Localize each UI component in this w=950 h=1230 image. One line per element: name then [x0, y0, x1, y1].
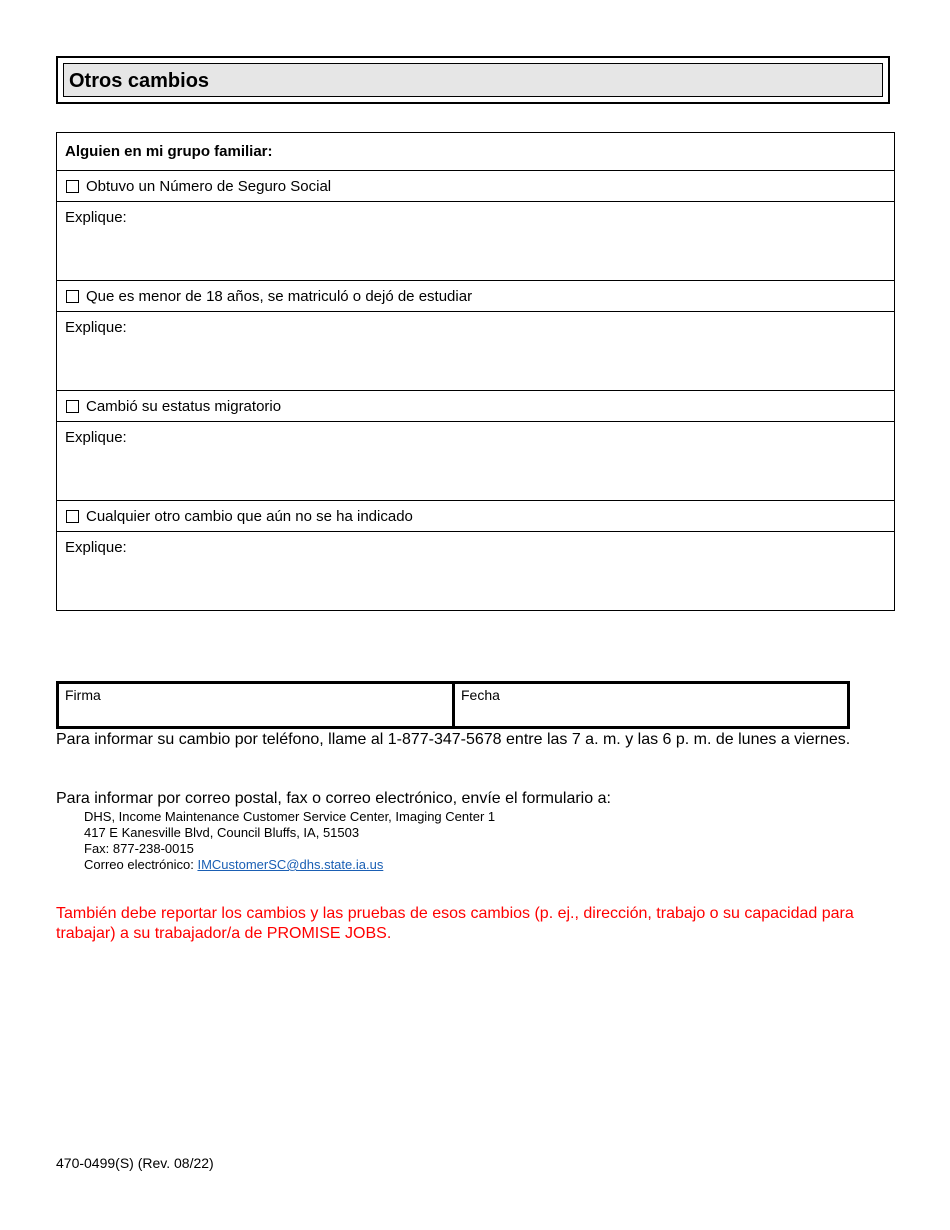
date-field[interactable]: [455, 684, 847, 726]
ssn-label: Obtuvo un Número de Seguro Social: [86, 177, 332, 195]
explain-label: Explique:: [65, 539, 127, 556]
section-header: [56, 56, 890, 104]
email-line: [84, 857, 495, 873]
mail-instructions: Para informar por correo postal, fax o correo electrónico, envíe el formulario a:: [56, 790, 611, 807]
signature-box: [56, 681, 850, 729]
ssn-checkbox[interactable]: [66, 180, 79, 193]
check-row-other[interactable]: [57, 500, 894, 531]
explain-field-immigration[interactable]: [57, 421, 894, 500]
other-checkbox[interactable]: [66, 510, 79, 523]
school-checkbox[interactable]: [66, 290, 79, 303]
phone-instructions: Para informar su cambio por teléfono, llame al 1-877-347-5678 entre las 7 a. m. y las 6 p. m. de lunes a viernes.: [56, 731, 851, 748]
other-label: Cualquier otro cambio que aún no se ha indicado: [86, 507, 413, 525]
explain-label: Explique:: [65, 319, 127, 336]
mailing-address: [84, 809, 495, 873]
section-title: Otros cambios: [63, 63, 883, 97]
address-line-1: DHS, Income Maintenance Customer Service Center, Imaging Center 1: [84, 809, 496, 824]
form-number: 470-0499(S) (Rev. 08/22): [56, 1155, 214, 1171]
check-row-immigration[interactable]: [57, 390, 894, 421]
explain-label: Explique:: [65, 209, 127, 226]
explain-label: Explique:: [65, 429, 127, 446]
email-label: Correo electrónico:: [84, 857, 198, 872]
fax-number: Fax: 877-238-0015: [84, 841, 194, 856]
promise-jobs-notice: También debe reportar los cambios y las pruebas de esos cambios (p. ej., dirección, trabajo o su capacidad para trabajar) a su trabajador/a de PROMISE JOBS.: [56, 905, 854, 942]
explain-field-ssn[interactable]: [57, 201, 894, 280]
explain-field-other[interactable]: [57, 531, 894, 610]
table-heading: Alguien en mi grupo familiar:: [65, 143, 273, 160]
check-row-ssn[interactable]: [57, 170, 894, 201]
immigration-checkbox[interactable]: [66, 400, 79, 413]
date-label: Fecha: [461, 687, 500, 703]
signature-field[interactable]: [59, 684, 452, 726]
explain-field-school[interactable]: [57, 311, 894, 390]
email-link[interactable]: IMCustomerSC@dhs.state.ia.us: [197, 857, 384, 872]
changes-table: [56, 132, 895, 611]
address-line-2: 417 E Kanesville Blvd, Council Bluffs, IA, 51503: [84, 825, 360, 840]
immigration-label: Cambió su estatus migratorio: [86, 397, 282, 415]
school-label: Que es menor de 18 años, se matriculó o dejó de estudiar: [86, 287, 473, 305]
check-row-school[interactable]: [57, 280, 894, 311]
signature-label: Firma: [65, 687, 101, 703]
